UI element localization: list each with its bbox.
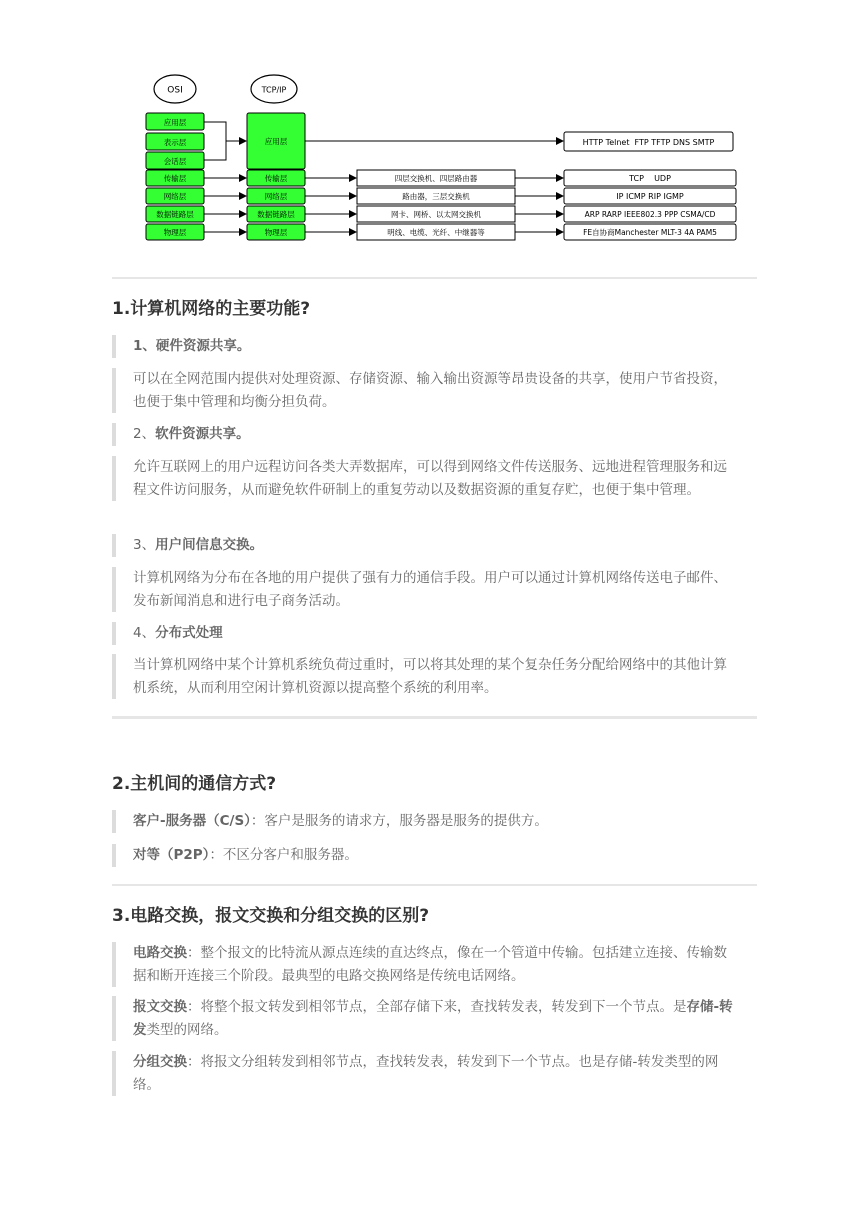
switching-tail: 类型的网络。 (146, 1021, 228, 1038)
device-label: 路由器，三层交换机 (402, 192, 470, 201)
section3-title: 3.电路交换，报文交换和分组交换的区别? (112, 906, 430, 926)
circuit-switching (112, 942, 740, 987)
tcpip-layers (247, 113, 305, 240)
switching-desc: ：将报文分组转发到相邻节点，查找转发表，转发到下一个节点。也是存储-转发类型的网络。 (133, 1054, 719, 1093)
tcpip-layer-label: 网络层 (264, 192, 288, 201)
divider (112, 716, 757, 719)
comm-mode-desc: ：客户是服务的请求方，服务器是服务的提供方。 (250, 813, 548, 829)
item-heading (112, 335, 740, 358)
item-num: 3、 (133, 537, 156, 553)
item-body: 当计算机网络中某个计算机系统负荷过重时，可以将其处理的某个复杂任务分配给网络中的其他计算机系统，从而利用空闲计算机资源以提高整个系统的利用率。 (112, 654, 740, 699)
switching-desc: ：整个报文的比特流从源点连续的直达终点，像在一个管道中传输。包括建立连接、传输数据和断开连接三个阶段。最典型的电路交换网络是传统电话网络。 (133, 945, 727, 984)
section2-title: 2.主机间的通信方式? (112, 774, 277, 794)
osi-layer-label: 物理层 (163, 228, 187, 237)
tcpip-layer-label: 传输层 (264, 174, 288, 183)
osi-layer-label: 表示层 (163, 138, 187, 147)
item-heading-text: 软件资源共享。 (155, 426, 250, 442)
protocol-boxes (564, 132, 736, 240)
item-num: 2、 (133, 426, 156, 442)
device-boxes (357, 170, 515, 240)
protocol-label: TCP UDP (629, 174, 671, 183)
osi-layer-label: 网络层 (163, 192, 187, 201)
osi-layer-label: 传输层 (163, 174, 187, 183)
osi-layers (146, 113, 204, 240)
switching-bold: 存储-转发 (133, 999, 733, 1038)
comm-mode-term: 客户-服务器（C/S） (133, 813, 251, 829)
item-heading-text: 分布式处理 (155, 625, 223, 641)
osi-layer-label: 会话层 (163, 157, 187, 166)
comm-mode-item (112, 844, 740, 867)
item-num: 4、 (133, 625, 156, 641)
osi-layer-label: 数据链路层 (156, 210, 194, 219)
device-label: 网卡、网桥、以太网交换机 (391, 210, 481, 219)
switching-term: 分组交换 (133, 1054, 187, 1070)
comm-mode-desc: ：不区分客户和服务器。 (209, 847, 358, 863)
comm-mode-item (112, 810, 740, 833)
item-body: 允许互联网上的用户远程访问各类大弄数据库，可以得到网络文件传送服务、远地进程管理服务和远程文件访问服务，从而避免软件研制上的重复劳动以及数据资源的重复存贮，也便于集中管理。 (112, 456, 740, 501)
packet-switching (112, 1051, 740, 1096)
switching-term: 电路交换 (133, 945, 187, 961)
osi-tcpip-diagram (0, 0, 868, 260)
switching-desc: ：将整个报文转发到相邻节点，全部存储下来，查找转发表，转发到下一个节点。是 (187, 999, 687, 1015)
item-body: 可以在全网范围内提供对处理资源、存储资源、输入输出资源等昂贵设备的共享，使用户节省投资，也便于集中管理和均衡分担负荷。 (112, 368, 740, 413)
protocol-label: ARP RARP IEEE802.3 PPP CSMA/CD (584, 210, 716, 219)
protocol-label: IP ICMP RIP IGMP (616, 192, 684, 201)
protocol-label: HTTP Telnet FTP TFTP DNS SMTP (582, 138, 715, 147)
message-switching (112, 996, 740, 1041)
item-heading-text: 硬件资源共享。 (155, 338, 251, 354)
item-heading (112, 622, 740, 645)
tcpip-layer-label: 数据链路层 (257, 210, 295, 219)
divider (112, 277, 757, 279)
section1-title: 1.计算机网络的主要功能? (112, 299, 311, 319)
protocol-label: FE自协商Manchester MLT-3 4A PAM5 (583, 228, 717, 237)
tcpip-label: TCP/IP (261, 85, 287, 95)
item-heading (112, 534, 740, 557)
item-heading-text: 用户间信息交换。 (155, 537, 264, 553)
tcpip-layer-label: 应用层 (264, 137, 288, 146)
osi-label: OSI (167, 85, 183, 96)
item-heading (112, 423, 740, 446)
osi-layer-label: 应用层 (163, 118, 187, 127)
item-num: 1、 (133, 338, 156, 354)
comm-mode-term: 对等（P2P） (133, 847, 210, 863)
item-body: 计算机网络为分布在各地的用户提供了强有力的通信手段。用户可以通过计算机网络传送电子邮件、发布新闻消息和进行电子商务活动。 (112, 567, 740, 612)
switching-term: 报文交换 (133, 999, 187, 1015)
divider (112, 884, 757, 886)
device-label: 明线、电缆、光纤、中继器等 (387, 228, 485, 237)
device-label: 四层交换机、四层路由器 (394, 174, 478, 183)
tcpip-layer-label: 物理层 (264, 228, 288, 237)
